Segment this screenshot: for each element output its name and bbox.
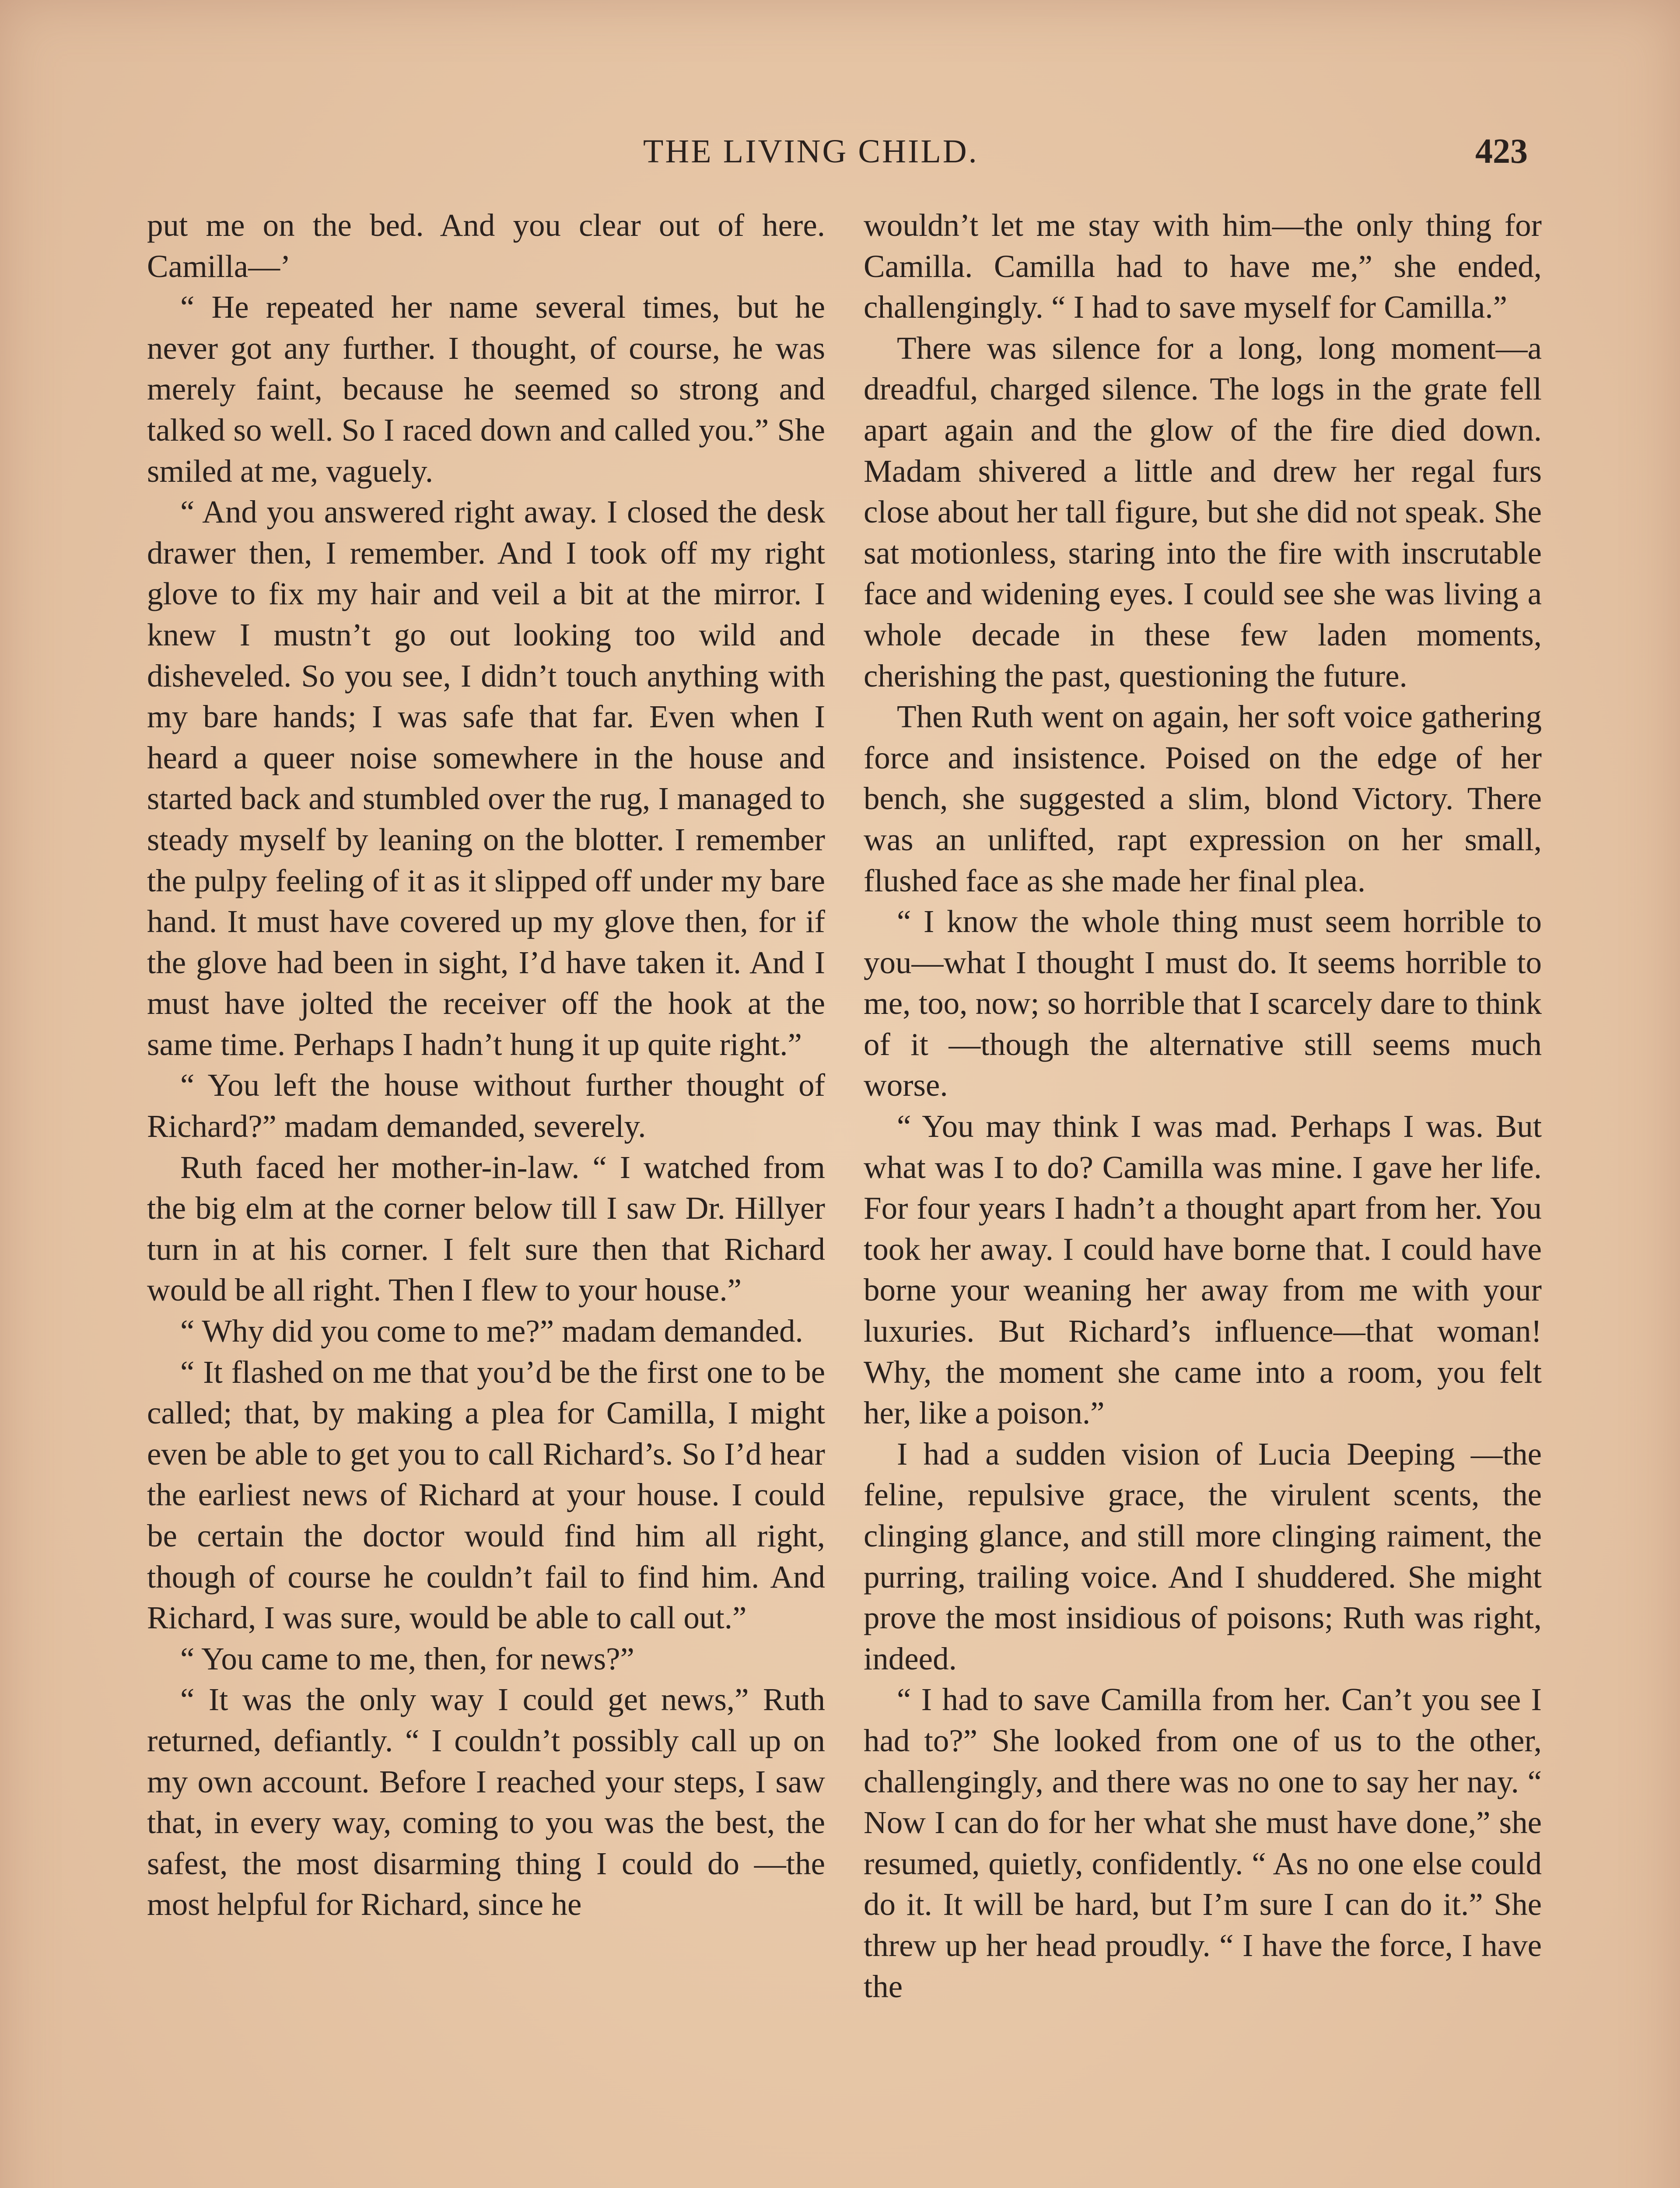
right-column (864, 205, 1542, 2007)
paragraph: “ You left the house without further thought of Richard?” madam demanded, severely. (147, 1067, 825, 1144)
paragraph: “ It was the only way I could get news,” Ruth returned, defiantly. “ I couldn’t possibly call up on my own account. Before I reached your steps, I saw that, in every way, coming to you was the best, the safest, the most disarming thing I could do —the most helpful for Richard, since he (147, 1682, 825, 1922)
paragraph: put me on the bed. And you clear out of here. Camilla—’ (147, 207, 825, 284)
page-number: 423 (1475, 132, 1528, 171)
paragraph: Then Ruth went on again, her soft voice gathering force and insistence. Poised on the edge of her bench, she suggested a slim, blond Victory. There was an unlifted, rapt expression on her small, flushed face as she made her final plea. (864, 699, 1542, 898)
paragraph: “ And you answered right away. I closed the desk drawer then, I remember. And I took off my right glove to fix my hair and veil a bit at the mirror. I knew I mustn’t go out looking too wild and disheveled. So you see, I didn’t touch anything with my bare hands; I was safe that far. Even when I heard a queer noise somewhere in the house and started back and stumbled over the rug, I managed to steady myself by leaning on the blotter. I remember the pulpy feeling of it as it slipped off under my bare hand. It must have covered up my glove then, for if the glove had been in sight, I’d have taken it. And I must have jolted the receiver off the hook at the same time. Perhaps I hadn’t hung it up quite right.” (147, 494, 825, 1062)
paragraph: “ He repeated her name several times, but he never got any further. I thought, of course, he was merely faint, because he seemed so strong and talked so well. So I raced down and called you.” She smiled at me, vaguely. (147, 289, 825, 489)
paragraph: “ You may think I was mad. Perhaps I was. But what was I to do? Camilla was mine. I gave her life. For four years I hadn’t a thought apart from her. You took her away. I could have borne that. I could have borne your weaning her away from me with your luxuries. But Richard’s influence—that woman! Why, the moment she came into a room, you felt her, like a poison.” (864, 1108, 1542, 1431)
paragraph: I had a sudden vision of Lucia Deeping —the feline, repulsive grace, the virulent scents, the clinging glance, and still more clinging raiment, the purring, trailing voice. And I shuddered. She might prove the most insidious of poisons; Ruth was right, indeed. (864, 1436, 1542, 1676)
paragraph: “ I had to save Camilla from her. Can’t you see I had to?” She looked from one of us to the other, challengingly, and there was no one to say her nay. “ Now I can do for her what she must have done,” she resumed, quietly, confidently. “ As no one else could do it. It will be hard, but I’m sure I can do it.” She threw up her head proudly. “ I have the force, I have the (864, 1682, 1542, 2004)
paragraph: “ You came to me, then, for news?” (180, 1641, 634, 1676)
paragraph: There was silence for a long, long moment—a dreadful, charged silence. The logs in the grate fell apart again and the glow of the fire died down. Madam shivered a little and drew her regal furs close about her tall figure, but she did not speak. She sat motionless, staring into the fire with inscrutable face and widening eyes. I could see she was living a whole decade in these few laden moments, cherishing the past, questioning the future. (864, 330, 1542, 694)
paragraph: “ Why did you come to me?” madam demanded. (180, 1313, 803, 1349)
paragraph: wouldn’t let me stay with him—the only thing for Camilla. Camilla had to have me,” she ended, challengingly. “ I had to save myself for Camilla.” (864, 207, 1542, 325)
paragraph: Ruth faced her mother-in-law. “ I watched from the big elm at the corner below till I saw Dr. Hillyer turn in at his corner. I felt sure then that Richard would be all right. Then I flew to your house.” (147, 1149, 825, 1308)
paragraph: “ It flashed on me that you’d be the first one to be called; that, by making a plea for Camilla, I might even be able to get you to call Richard’s. So I’d hear the earliest news of Richard at your house. I could be certain the doctor would find him all right, though of course he couldn’t fail to find him. And Richard, I was sure, would be able to call out.” (147, 1354, 825, 1636)
left-column (147, 205, 825, 1925)
paragraph: “ I know the whole thing must seem horrible to you—what I thought I must do. It seems horrible to me, too, now; so horrible that I scarcely dare to think of it —though the alternative still seems much worse. (864, 904, 1542, 1103)
page-title: THE LIVING CHILD. (643, 133, 979, 170)
running-head (0, 130, 1680, 173)
